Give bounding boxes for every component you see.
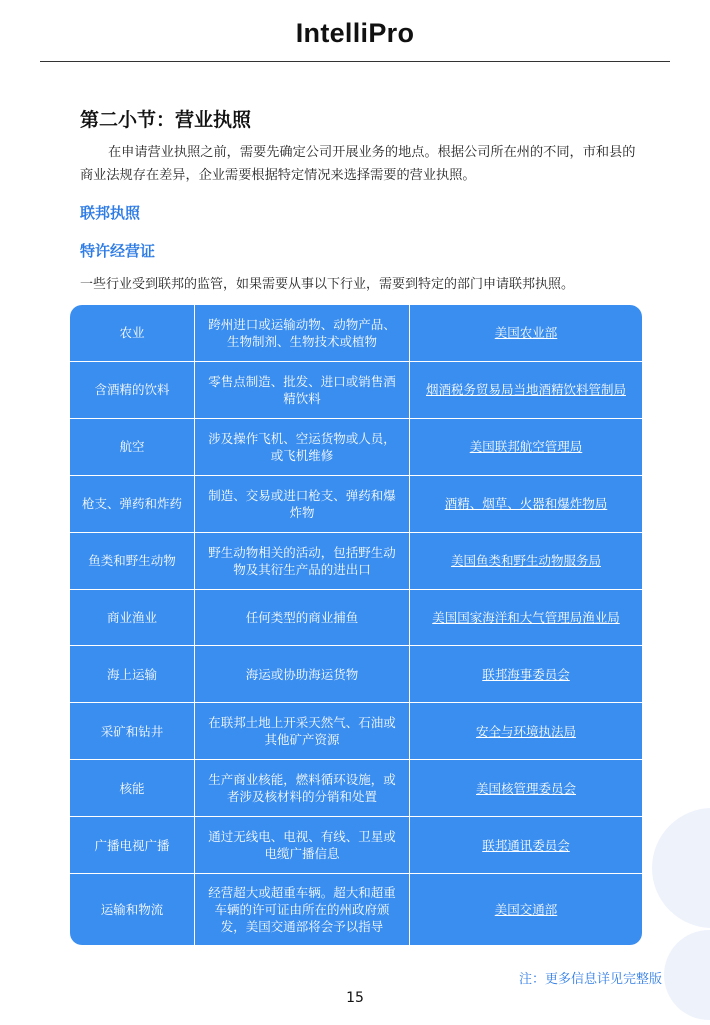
industry-cell: 运输和物流 [70, 874, 195, 945]
table-row [70, 816, 642, 873]
activity-cell: 野生动物相关的活动，包括野生动物及其衍生产品的进出口 [195, 533, 410, 589]
table-row [70, 873, 642, 945]
industry-cell: 含酒精的饮料 [70, 362, 195, 418]
activity-cell: 任何类型的商业捕鱼 [195, 590, 410, 646]
agency-link[interactable]: 美国国家海洋和大气管理局渔业局 [432, 609, 620, 625]
agency-link[interactable]: 安全与环境执法局 [475, 723, 576, 739]
activity-cell: 生产商业核能，燃料循环设施，或者涉及核材料的分销和处置 [195, 760, 410, 816]
agency-link[interactable]: 美国鱼类和野生动物服务局 [450, 553, 601, 569]
intellipro-logo: IntelliPro [295, 18, 415, 48]
footer-note: 注：更多信息详见完整版 [518, 972, 662, 987]
table-row [70, 418, 642, 475]
activity-cell: 经营超大或超重车辆。超大和超重车辆的许可证由所在的州政府颁发，美国交通部将会予以指导 [195, 874, 410, 945]
table-row [70, 702, 642, 759]
page-number: 15 [346, 990, 364, 1006]
agency-link[interactable]: 美国联邦航空管理局 [469, 439, 583, 455]
industry-cell: 海上运输 [70, 646, 195, 702]
activity-cell: 涉及操作飞机、空运货物或人员，或飞机维修 [195, 419, 410, 475]
activity-cell: 海运或协助海运货物 [195, 646, 410, 702]
lead-paragraph: 一些行业受到联邦的监管，如果需要从事以下行业，需要到特定的部门申请联邦执照。 [80, 277, 575, 292]
table-row [70, 475, 642, 532]
activity-cell: 通过无线电、电视、有线、卫星或电缆广播信息 [195, 817, 410, 873]
table-row [70, 532, 642, 589]
table-row [70, 361, 642, 418]
activity-cell: 跨州进口或运输动物、动物产品、生物制剂、生物技术或植物 [195, 305, 410, 361]
background-decoration [652, 808, 710, 928]
intro-paragraph: 在申请营业执照之前，需要先确定公司开展业务的地点。根据公司所在州的不同，市和县的商业法规存在差异，企业需要根据特定情况来选择需要的营业执照。 [80, 145, 636, 183]
agency-link[interactable]: 烟酒税务贸易局当地酒精饮料管制局 [425, 382, 626, 398]
activity-cell: 在联邦土地上开采天然气、石油或其他矿产资源 [195, 703, 410, 759]
industry-cell: 商业渔业 [70, 590, 195, 646]
subheading-federal-license: 联邦执照 [80, 204, 141, 222]
table-row [70, 645, 642, 702]
section-title: 第二小节：营业执照 [80, 109, 252, 131]
industry-cell: 鱼类和野生动物 [70, 533, 195, 589]
table-row [70, 589, 642, 646]
table-row [70, 305, 642, 361]
industry-cell: 核能 [70, 760, 195, 816]
industry-cell: 农业 [70, 305, 195, 361]
agency-link[interactable]: 美国核管理委员会 [475, 780, 576, 796]
activity-cell: 制造、交易或进口枪支、弹药和爆炸物 [195, 476, 410, 532]
activity-cell: 零售点制造、批发、进口或销售酒精饮料 [195, 362, 410, 418]
agency-link[interactable]: 联邦通讯委员会 [482, 837, 570, 853]
table-row [70, 759, 642, 816]
agency-link[interactable]: 美国交通部 [494, 902, 558, 918]
header-divider [40, 61, 670, 62]
federal-license-table [70, 305, 642, 945]
industry-cell: 采矿和钻井 [70, 703, 195, 759]
industry-cell: 广播电视广播 [70, 817, 195, 873]
industry-cell: 航空 [70, 419, 195, 475]
background-decoration [664, 930, 710, 1020]
agency-link[interactable]: 美国农业部 [494, 325, 558, 341]
agency-link[interactable]: 联邦海事委员会 [482, 666, 570, 682]
subheading-franchise-permit: 特许经营证 [80, 242, 156, 260]
industry-cell: 枪支、弹药和炸药 [70, 476, 195, 532]
agency-link[interactable]: 酒精、烟草、火器和爆炸物局 [444, 496, 608, 512]
